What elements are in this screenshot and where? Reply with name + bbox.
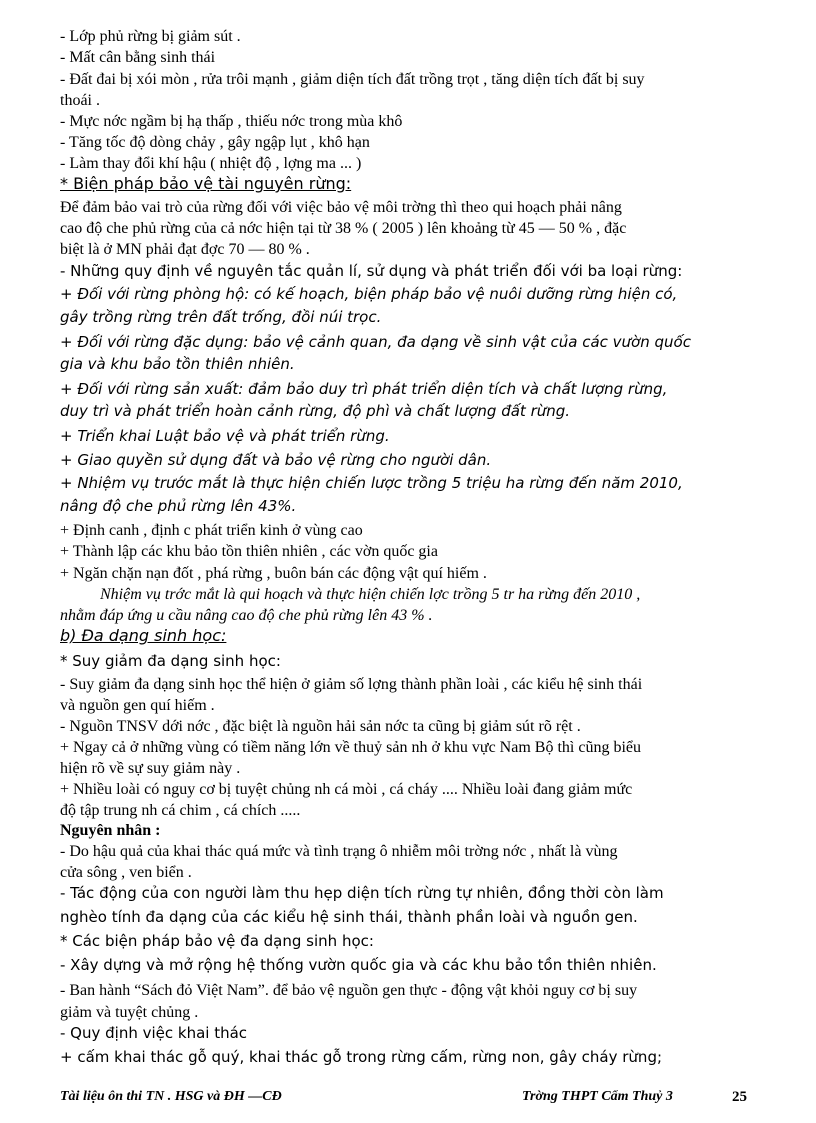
text-line: - Suy giảm đa dạng sinh học thể hiện ở giảm số lợng thành phần loài , các kiểu hệ sinh thái xyxy=(60,676,643,693)
text-line: + cấm khai thác gỗ quý, khai thác gỗ trong rừng cấm, rừng non, gây cháy rừng; xyxy=(60,1048,663,1066)
text-line: - Quy định việc khai thác xyxy=(60,1024,248,1042)
text-line: + Đối với rừng sản xuất: đảm bảo duy trì phát triển diện tích và chất lượng rừng, xyxy=(60,380,668,398)
text-line: cửa sông , ven biển . xyxy=(60,864,192,881)
text-line: - Tăng tốc độ dòng chảy , gây ngập lụt , khô hạn xyxy=(60,134,370,151)
text-line: + Nhiệm vụ trước mắt là thực hiện chiến lược trồng 5 triệu ha rừng đến năm 2010, xyxy=(60,474,683,492)
text-line: + Giao quyền sử dụng đất và bảo vệ rừng cho người dân. xyxy=(60,451,492,469)
text-line: gây trồng rừng trên đất trống, đồi núi trọc. xyxy=(60,308,382,326)
text-line: biệt là ở MN phải đạt đợc 70 — 80 % . xyxy=(60,241,310,258)
text-line: - Do hậu quả của khai thác quá mức và tình trạng ô nhiễm môi trờng nớc , nhất là vùng xyxy=(60,843,618,860)
text-line: duy trì và phát triển hoàn cảnh rừng, độ phì và chất lượng đất rừng. xyxy=(60,402,571,420)
subsection-heading: Nguyên nhân : xyxy=(60,822,161,839)
footer-school: Trờng THPT Cẩm Thuỷ 3 xyxy=(522,1089,673,1104)
text-line: và nguồn gen quí hiếm . xyxy=(60,697,215,714)
text-line: + Định canh , định c phát triển kinh ở vùng cao xyxy=(60,522,363,539)
text-line: + Thành lập các khu bảo tồn thiên nhiên , các vờn quốc gia xyxy=(60,543,438,560)
text-line: Nhiệm vụ trớc mắt là qui hoạch và thực hiện chiến lợc trồng 5 tr ha rừng đến 2010 , xyxy=(100,586,641,603)
text-line: hiện rõ về sự suy giảm này . xyxy=(60,760,241,777)
text-line: Để đảm bảo vai trò của rừng đối với việc bảo vệ môi trờng thì theo qui hoạch phải nâng xyxy=(60,199,622,216)
text-line: - Mực nớc ngầm bị hạ thấp , thiếu nớc trong mùa khô xyxy=(60,113,403,130)
text-line: - Ban hành “Sách đỏ Việt Nam”. để bảo vệ nguồn gen thực - động vật khỏi nguy cơ bị suy xyxy=(60,982,638,999)
text-line: thoái . xyxy=(60,92,100,109)
text-line: nâng độ che phủ rừng lên 43%. xyxy=(60,497,297,515)
footer-title: Tài liệu ôn thi TN . HSG và ĐH —CĐ xyxy=(60,1089,282,1104)
text-line: - Đất đai bị xói mòn , rửa trôi mạnh , giảm diện tích đất trồng trọt , tăng diện tích đất bị suy xyxy=(60,71,645,88)
text-line: - Làm thay đổi khí hậu ( nhiệt độ , lợng ma ... ) xyxy=(60,155,362,172)
text-line: + Đối với rừng phòng hộ: có kế hoạch, biện pháp bảo vệ nuôi dưỡng rừng hiện có, xyxy=(60,285,678,303)
text-line: + Đối với rừng đặc dụng: bảo vệ cảnh quan, đa dạng về sinh vật của các vườn quốc xyxy=(60,333,691,351)
text-line: + Nhiều loài có nguy cơ bị tuyệt chủng nh cá mòi , cá cháy .... Nhiều loài đang giảm mức xyxy=(60,781,633,798)
subsection-heading: * Các biện pháp bảo vệ đa dạng sinh học: xyxy=(60,932,374,950)
text-line: nghèo tính đa dạng của các kiểu hệ sinh thái, thành phần loài và nguồn gen. xyxy=(60,908,638,926)
subsection-heading: * Suy giảm đa dạng sinh học: xyxy=(60,652,281,670)
text-line: - Xây dựng và mở rộng hệ thống vườn quốc gia và các khu bảo tồn thiên nhiên. xyxy=(60,956,657,974)
text-line: - Những quy định về nguyên tắc quản lí, sử dụng và phát triển đối với ba loại rừng: xyxy=(60,262,683,280)
text-line: độ tập trung nh cá chim , cá chích ..... xyxy=(60,802,301,819)
text-line: gia và khu bảo tồn thiên nhiên. xyxy=(60,355,295,373)
text-line: - Lớp phủ rừng bị giảm sút . xyxy=(60,28,241,45)
text-line: - Tác động của con người làm thu hẹp diện tích rừng tự nhiên, đồng thời còn làm xyxy=(60,884,664,902)
text-line: giảm và tuyệt chủng . xyxy=(60,1004,199,1021)
section-heading: b) Đa dạng sinh học: xyxy=(60,626,227,645)
text-line: + Ngăn chặn nạn đốt , phá rừng , buôn bán các động vật quí hiếm . xyxy=(60,565,487,582)
text-line: + Triển khai Luật bảo vệ và phát triển rừng. xyxy=(60,427,390,445)
text-line: - Mất cân bằng sinh thái xyxy=(60,49,216,66)
text-line: - Nguồn TNSV dới nớc , đặc biệt là nguồn hải sản nớc ta cũng bị giảm sút rõ rệt . xyxy=(60,718,581,735)
section-heading: * Biện pháp bảo vệ tài nguyên rừng: xyxy=(60,174,352,193)
page-number: 25 xyxy=(732,1089,747,1105)
text-line: + Ngay cả ở những vùng có tiềm năng lớn về thuỷ sản nh ở khu vực Nam Bộ thì cũng biểu xyxy=(60,739,641,756)
text-line: cao độ che phủ rừng của cả nớc hiện tại từ 38 % ( 2005 ) lên khoảng từ 45 — 50 % , đặc xyxy=(60,220,627,237)
text-line: nhằm đáp ứng u cầu nâng cao độ che phủ rừng lên 43 % . xyxy=(60,607,433,624)
